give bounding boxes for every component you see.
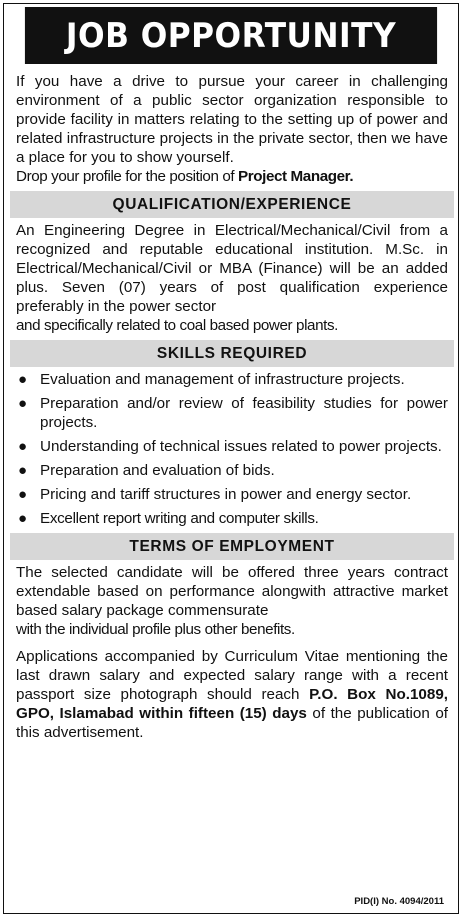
paragraph-gap	[16, 639, 448, 647]
list-item: ● Excellent report writing and computer skills.	[18, 510, 319, 527]
job-advertisement	[3, 3, 459, 914]
application-text: Applications accompanied by Curriculum Vitae mentioning the last drawn salary and expected salary range with a recent passport size photograph should reach	[16, 648, 448, 703]
intro-text: If you have a drive to pursue your career in challenging environment of a public sector organization responsible to provide facility in matters relating to the setting up of power and related infrastructure projects in the private sector, then we have a place for you to show yourself.	[16, 73, 448, 166]
bullet-icon: ●	[18, 371, 28, 388]
terms-heading: TERMS OF EMPLOYMENT	[10, 533, 454, 560]
bullet-icon: ●	[18, 438, 28, 455]
terms-text: The selected candidate will be offered three years contract extendable based on performance alongwith attractive market based salary package commensurate	[16, 564, 448, 619]
bullet-icon: ●	[18, 462, 28, 479]
list-item: ● Pricing and tariff structures in power and energy sector.	[18, 486, 412, 503]
list-item: ● Preparation and evaluation of bids.	[18, 462, 275, 479]
list-item: ● Preparation and/or review of feasibility studies for power projects.	[18, 395, 448, 431]
terms-text-last: with the individual profile plus other benefits.	[16, 621, 295, 638]
page-title: JOB OPPORTUNITY	[25, 7, 437, 64]
pid-number: PID(I) No. 4094/2011	[354, 896, 444, 907]
application-paragraph	[16, 647, 448, 742]
qualification-text: An Engineering Degree in Electrical/Mechanical/Civil from a recognized and reputable educational institution. M.Sc. in Electrical/Mechanical/Civil or MBA (Finance) will be an added plus. Seven (07) years of post qualification experience preferably in the power sector	[16, 222, 448, 315]
postal-address: P.O. Box No.1089, GPO, Islamabad within fifteen (15) days	[16, 686, 448, 722]
bullet-icon: ●	[18, 486, 28, 503]
bullet-icon: ●	[18, 510, 27, 527]
intro-drop-line	[16, 167, 448, 186]
skills-list	[16, 370, 448, 528]
position-title: Project Manager.	[238, 168, 354, 185]
qualification-heading: QUALIFICATION/EXPERIENCE	[10, 191, 454, 218]
skills-heading: SKILLS REQUIRED	[10, 340, 454, 367]
list-item: ● Evaluation and management of infrastructure projects.	[18, 371, 405, 388]
ad-content	[16, 72, 448, 742]
intro-drop-text: Drop your profile for the position of	[16, 168, 239, 185]
application-text-end: of the publication of this advertisement.	[16, 705, 448, 741]
list-item: ● Understanding of technical issues related to power projects.	[18, 438, 442, 455]
qualification-text-last: and specifically related to coal based power plants.	[16, 317, 338, 334]
bullet-icon: ●	[18, 395, 28, 412]
intro-paragraph	[16, 72, 448, 167]
